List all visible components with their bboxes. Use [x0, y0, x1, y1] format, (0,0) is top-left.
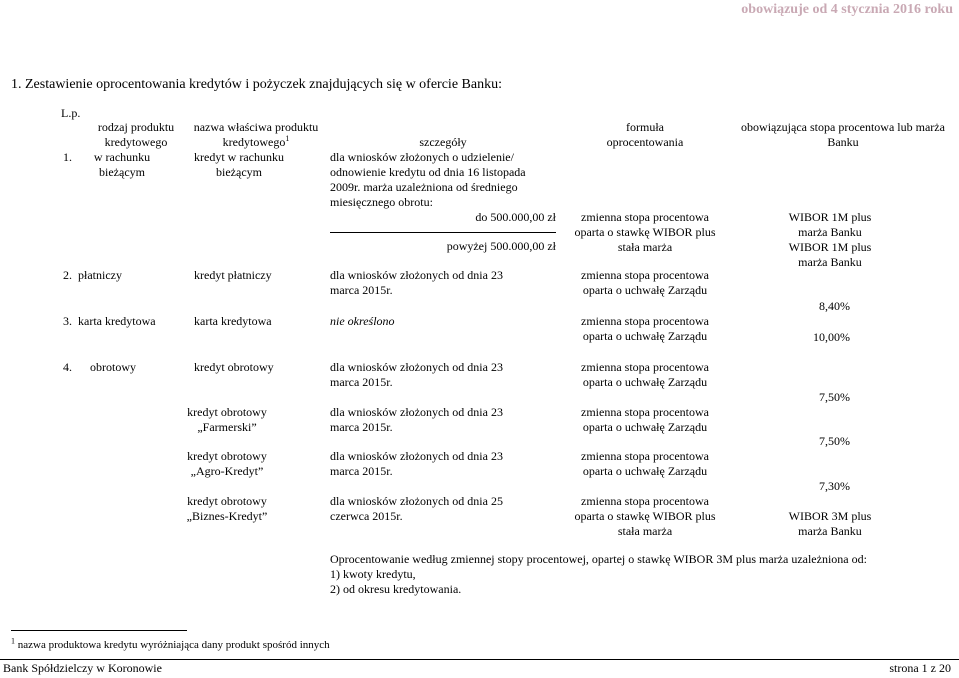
row4-rate: 7,50%: [819, 390, 850, 404]
row4-details: dla wniosków złożonych od dnia 23 marca 2015r.: [330, 360, 503, 389]
footer-bank-name: Bank Spółdzielczy w Koronowie: [3, 661, 162, 675]
footnote: $^1$ nazwa produktowa kredytu wyróżniająca dany produkt spośród innych: [11, 636, 330, 651]
row3-rate: 10,00%: [813, 330, 850, 344]
row6-details: dla wniosków złożonych od dnia 23 marca 2015r.: [330, 449, 503, 478]
col-formula: formuła oprocentowania: [606, 120, 684, 149]
row2-num: 2.: [63, 268, 72, 282]
col-lp: L.p.: [61, 106, 81, 120]
rate-note-line-3: 2) od okresu kredytowania.: [330, 582, 462, 596]
row1-tier-divider: [330, 232, 556, 233]
row5-name: kredyt obrotowy „Farmerski”: [187, 405, 267, 434]
row2-rate: 8,40%: [819, 299, 850, 313]
row1-tier-1: do 500.000,00 zł: [475, 210, 556, 224]
col-rate: obowiązująca stopa procentowa lub marża Banku: [741, 120, 945, 149]
effective-date: obowiązuje od 4 stycznia 2016 roku: [741, 2, 953, 17]
row3-num: 3.: [63, 314, 72, 328]
row1-details: dla wniosków złożonych o udzielenie/ odnowienie kredytu od dnia 16 listopada 2009r. marża uzależniona od średniego miesięcznego obrotu:: [330, 150, 526, 209]
row6-name: kredyt obrotowy „Agro-Kredyt”: [187, 449, 267, 478]
row4-type: obrotowy: [90, 360, 136, 374]
row1-type: w rachunku bieżącym: [93, 150, 151, 179]
col-product-type: rodzaj produktu kredytowego: [97, 120, 175, 149]
row4-num: 4.: [63, 360, 72, 374]
section-title: 1. Zestawienie oprocentowania kredytów i pożyczek znajdujących się w ofercie Banku:: [11, 77, 502, 92]
row7-details: dla wniosków złożonych od dnia 25 czerwca 2015r.: [330, 494, 503, 523]
footnote-separator: [11, 630, 187, 631]
row4-formula: zmienna stopa procentowa oparta o uchwałę Zarządu: [581, 360, 709, 389]
row7-formula: zmienna stopa procentowa oparta o stawkę WIBOR plus stała marża: [574, 494, 716, 538]
row6-rate: 7,30%: [819, 479, 850, 493]
row3-formula: zmienna stopa procentowa oparta o uchwałę Zarządu: [581, 314, 709, 343]
row5-details: dla wniosków złożonych od dnia 23 marca 2015r.: [330, 405, 503, 434]
row7-rate: WIBOR 3M plus marża Banku: [788, 509, 872, 538]
row2-name: kredyt płatniczy: [194, 268, 272, 282]
row3-type: karta kredytowa: [78, 314, 156, 328]
col-product-name: nazwa właściwa produktu kredytowego$^1$: [193, 120, 319, 149]
row7-name: kredyt obrotowy „Biznes-Kredyt”: [186, 494, 268, 523]
rate-note-line-2: 1) kwoty kredytu,: [330, 567, 416, 581]
row1-name: kredyt w rachunku bieżącym: [194, 150, 284, 179]
row1-tier-2: powyżej 500.000,00 zł: [446, 239, 556, 253]
row4-name: kredyt obrotowy: [194, 360, 274, 374]
row2-formula: zmienna stopa procentowa oparta o uchwałę Zarządu: [581, 268, 709, 297]
row2-type: płatniczy: [78, 268, 122, 282]
row5-rate: 7,50%: [819, 434, 850, 448]
row1-rate-1: WIBOR 1M plus marża Banku: [788, 210, 872, 239]
row6-formula: zmienna stopa procentowa oparta o uchwałę Zarządu: [581, 449, 709, 478]
page-number: strona 1 z 20: [889, 661, 951, 675]
row3-name: karta kredytowa: [194, 314, 272, 328]
row1-rate-2: WIBOR 1M plus marża Banku: [788, 240, 872, 269]
row1-num: 1.: [63, 150, 72, 164]
row2-details: dla wniosków złożonych od dnia 23 marca 2015r.: [330, 268, 503, 297]
row5-formula: zmienna stopa procentowa oparta o uchwałę Zarządu: [581, 405, 709, 434]
row1-formula: zmienna stopa procentowa oparta o stawkę WIBOR plus stała marża: [574, 210, 716, 254]
rate-note-line-1: Oprocentowanie według zmiennej stopy procentowej, opartej o stawkę WIBOR 3M plus marża uzależniona od:: [330, 552, 867, 566]
row3-details: nie określono: [330, 314, 395, 328]
footer-rule: [0, 659, 959, 660]
col-details: szczegóły: [419, 135, 467, 149]
